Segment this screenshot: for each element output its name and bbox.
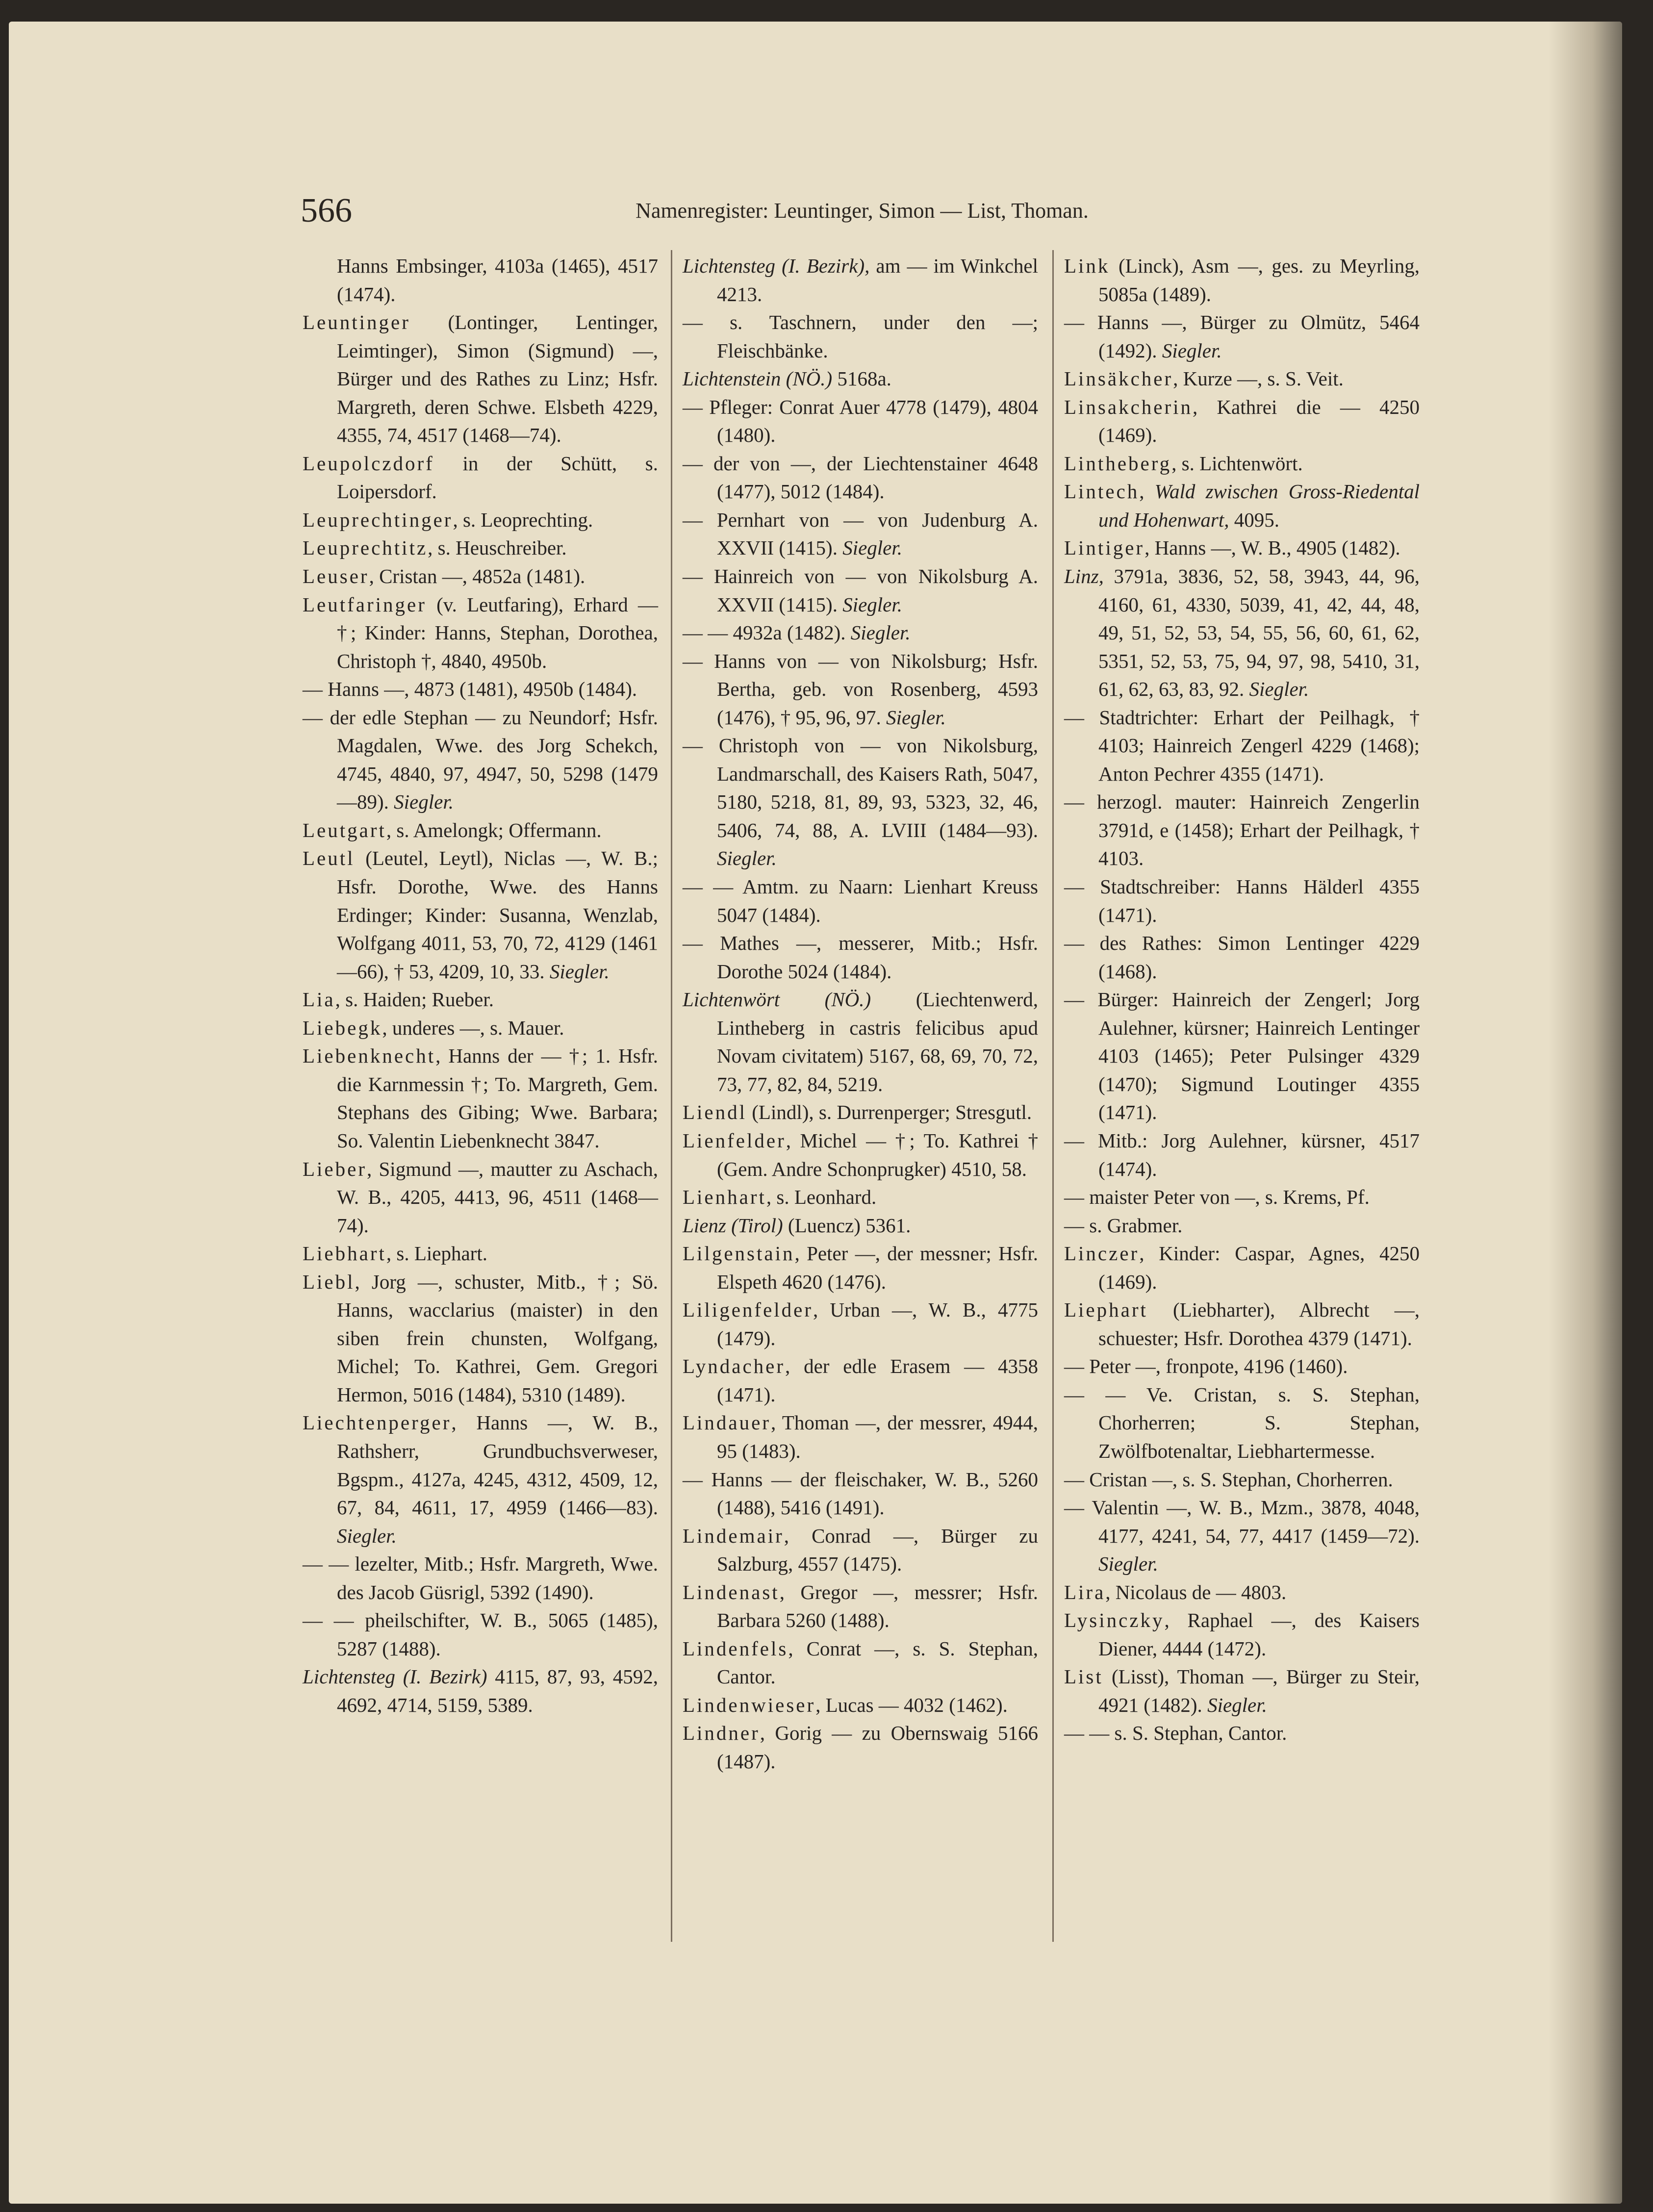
index-column-1 xyxy=(303,252,658,1719)
entry-it: Siegler. xyxy=(1098,1552,1158,1576)
index-entry xyxy=(683,873,1038,929)
entry-head: Leuprechtinger xyxy=(303,508,453,531)
entry-ihead: Linz, xyxy=(1064,565,1104,588)
index-entry xyxy=(303,450,658,506)
index-entry xyxy=(1064,478,1420,534)
index-entry xyxy=(683,1578,1038,1635)
entry-text: — Christoph von — von Nikolsburg, Landmarschall, des Kaisers Rath, 5047, 5180, 5218, 81, 89, 93, 5323, 32, 46, 5406, 74, 88, A. LVIII (1484—93). xyxy=(683,734,1038,841)
entry-text: , Kathrei die — 4250 (1469). xyxy=(1098,395,1420,447)
entry-text: , Thoman —, der messrer, 4944, 95 (1483). xyxy=(717,1411,1038,1462)
index-column-3 xyxy=(1064,252,1420,1748)
entry-head: Lindenast xyxy=(683,1580,780,1603)
entry-text: — herzogl. mauter: Hainreich Zengerlin 3791d, e (1458); Erhart der Peilhagk, † 4103. xyxy=(1064,790,1420,870)
entry-text: 3791a, 3836, 52, 58, 3943, 44, 96, 4160, 61, 4330, 5039, 41, 42, 44, 48, 49, 51, 52, 53, 54, 55, 56, 60, 61, 62, 5351, 52, 53, 75, 94, 97, 98, 5410, 31, 61, 62, 63, 83, 92. xyxy=(1098,565,1420,701)
index-entry xyxy=(1064,1663,1420,1719)
entry-text: , s. Amelongk; Offermann. xyxy=(386,818,602,841)
index-entry xyxy=(683,986,1038,1098)
index-entry xyxy=(303,252,658,308)
entry-text: , der edle Erasem — 4358 (1471). xyxy=(717,1355,1038,1406)
entry-text: — Pfleger: Conrat Auer 4778 (1479), 4804 (1480). xyxy=(683,395,1038,447)
entry-head: Liebenknecht xyxy=(303,1044,436,1068)
entry-head: Liebl xyxy=(303,1270,355,1293)
index-entry xyxy=(1064,534,1420,562)
entry-head: Liebhart xyxy=(303,1242,386,1265)
index-entry xyxy=(683,252,1038,308)
index-entry xyxy=(683,1466,1038,1522)
index-entry xyxy=(303,562,658,591)
entry-it: Siegler. xyxy=(1244,678,1309,701)
entry-text: , underes —, s. Mauer. xyxy=(382,1016,564,1039)
index-entry xyxy=(1064,1296,1420,1352)
index-entry xyxy=(683,1098,1038,1127)
entry-text: — maister Peter von —, s. Krems, Pf. xyxy=(1064,1186,1370,1209)
index-entry xyxy=(303,1042,658,1155)
index-entry xyxy=(683,1212,1038,1240)
index-entry xyxy=(303,986,658,1014)
entry-it: Siegler. xyxy=(837,593,903,616)
entry-it: Siegler. xyxy=(1157,339,1222,362)
index-entry xyxy=(683,929,1038,986)
entry-tail: 4095. xyxy=(1229,508,1279,531)
index-entry xyxy=(683,1522,1038,1578)
entry-text: am — im Winkchel 4213. xyxy=(717,254,1038,305)
index-entry xyxy=(683,1719,1038,1776)
entry-head: Lienfelder xyxy=(683,1129,786,1152)
index-entry xyxy=(1064,1381,1420,1466)
entry-text: (Lontinger, Lentinger, Leimtinger), Simon (Sigmund) —, Bürger und des Rathes zu Linz; Hsfr. Margreth, deren Schwe. Elsbeth 4229, 4355, 74, 4517 (1468—74). xyxy=(337,311,658,447)
entry-text: , xyxy=(1139,480,1155,503)
entry-text: — s. Grabmer. xyxy=(1064,1214,1183,1237)
entry-it: Siegler. xyxy=(544,960,610,983)
index-entry xyxy=(1064,1240,1420,1296)
index-entry xyxy=(1064,365,1420,393)
index-entry xyxy=(303,591,658,676)
entry-text: — Stadtrichter: Erhart der Peilhagk, † 4103; Hainreich Zengerl 4229 (1468); Anton Pechrer 4355 (1471). xyxy=(1064,706,1420,785)
entry-text: , Conrat —, s. S. Stephan, Cantor. xyxy=(717,1637,1038,1688)
entry-head: Lintiger xyxy=(1064,536,1145,559)
entry-text: , Nicolaus de — 4803. xyxy=(1105,1580,1287,1603)
index-entry xyxy=(303,1550,658,1606)
index-entry xyxy=(303,675,658,704)
entry-text: , Gregor —, messrer; Hsfr. Barbara 5260 (1488). xyxy=(717,1580,1038,1632)
index-entry xyxy=(1064,788,1420,873)
page-header xyxy=(301,192,1424,229)
entry-text: — Cristan —, s. S. Stephan, Chorherren. xyxy=(1064,1468,1393,1491)
index-entry xyxy=(303,1240,658,1268)
index-entry xyxy=(1064,1352,1420,1381)
entry-ihead: Lichtensteg (I. Bezirk) xyxy=(303,1665,487,1688)
entry-text: — Mitb.: Jorg Aulehner, kürsner, 4517 (1474). xyxy=(1064,1129,1420,1180)
page-spine-shadow xyxy=(1549,22,1622,2204)
entry-head: Liechtenperger xyxy=(303,1411,452,1434)
entry-text: , s. Lichtenwört. xyxy=(1171,452,1303,475)
entry-text: (Luencz) 5361. xyxy=(783,1214,911,1237)
index-entry xyxy=(683,1240,1038,1296)
entry-it: Siegler. xyxy=(845,621,911,644)
index-entry xyxy=(303,308,658,450)
index-entry xyxy=(303,1268,658,1409)
entry-text: , s. Heuschreiber. xyxy=(428,536,567,559)
index-entry xyxy=(683,506,1038,562)
index-entry xyxy=(1064,873,1420,929)
entry-text: — des Rathes: Simon Lentinger 4229 (1468). xyxy=(1064,932,1420,983)
entry-head: Leutfaringer xyxy=(303,593,427,616)
index-entry xyxy=(683,1409,1038,1465)
entry-head: Leupolczdorf xyxy=(303,452,434,475)
entry-head: Leutl xyxy=(303,847,355,870)
index-entry xyxy=(303,1606,658,1663)
entry-head: Lira xyxy=(1064,1580,1106,1603)
entry-text: (v. Leutfaring), Erhard — †; Kinder: Hanns, Stephan, Dorothea, Christoph †, 4840, 4950b. xyxy=(337,593,658,672)
entry-it: Siegler. xyxy=(837,536,903,559)
entry-ihead: Lichtensteg (I. Bezirk), xyxy=(683,254,870,277)
index-entry xyxy=(683,450,1038,506)
entry-text: (Lindl), s. Durrenperger; Stresgutl. xyxy=(747,1101,1032,1124)
entry-text: , Cristan —, 4852a (1481). xyxy=(369,565,585,588)
entry-head: Lindauer xyxy=(683,1411,771,1434)
index-entry xyxy=(303,1663,658,1719)
column-rule xyxy=(671,250,672,1942)
running-title: Namenregister: Leuntinger, Simon — List, Thoman. xyxy=(636,199,1089,223)
entry-text: — Hanns — der fleischaker, W. B., 5260 (1488), 5416 (1491). xyxy=(683,1468,1038,1519)
index-entry xyxy=(683,619,1038,647)
entry-head: Leuntinger xyxy=(303,311,410,334)
index-entry xyxy=(1064,393,1420,450)
entry-text: — Hanns —, 4873 (1481), 4950b (1484). xyxy=(303,678,637,701)
entry-text: , Kinder: Caspar, Agnes, 4250 (1469). xyxy=(1098,1242,1420,1293)
entry-head: Leutgart xyxy=(303,818,386,841)
entry-head: Liligenfelder xyxy=(683,1298,814,1322)
entry-text: (Linck), Asm —, ges. zu Meyrling, 5085a (1489). xyxy=(1098,254,1420,305)
index-entry xyxy=(1064,1494,1420,1578)
entry-text: (Leutel, Leytl), Niclas —, W. B.; Hsfr. Dorothe, Wwe. des Hanns Erdinger; Kinder: Susanna, Wenzlab, Wolfgang 4011, 53, 70, 72, 4129 (1461—66), † 53, 4209, 10, 33. xyxy=(337,847,658,983)
entry-head: Lindner xyxy=(683,1722,760,1745)
entry-text: — — 4932a (1482). xyxy=(683,621,846,644)
entry-head: Linczer xyxy=(1064,1242,1140,1265)
entry-text: (Liechtenwerd, Lintheberg in castris felicibus apud Novam civitatem) 5167, 68, 69, 70, 72, 73, 77, 82, 84, 5219. xyxy=(717,988,1038,1095)
index-entry xyxy=(1064,1466,1420,1494)
entry-it: Siegler. xyxy=(388,790,454,814)
index-entry xyxy=(1064,986,1420,1127)
entry-text: , Gorig — zu Obernswaig 5166 (1487). xyxy=(717,1722,1038,1773)
index-entry xyxy=(1064,1719,1420,1748)
index-entry xyxy=(683,365,1038,393)
page-number: 566 xyxy=(301,192,352,229)
index-entry xyxy=(303,816,658,845)
entry-head: Linsäkcher xyxy=(1064,367,1173,390)
entry-text: — Peter —, fronpote, 4196 (1460). xyxy=(1064,1355,1348,1378)
index-entry xyxy=(1064,252,1420,308)
entry-text: — der von —, der Liechtenstainer 4648 (1477), 5012 (1484). xyxy=(683,452,1038,503)
entry-head: List xyxy=(1064,1665,1103,1688)
index-entry xyxy=(1064,704,1420,788)
entry-text: — — s. S. Stephan, Cantor. xyxy=(1064,1722,1287,1745)
index-entry xyxy=(683,1635,1038,1691)
index-entry xyxy=(1064,929,1420,986)
index-entry xyxy=(1064,1212,1420,1240)
entry-text: — Bürger: Hainreich der Zengerl; Jorg Aulehner, kürsner; Hainreich Lentinger 4103 (1465); Peter Pulsinger 4329 (1470); Sigmund Loutinger 4355 (1471). xyxy=(1064,988,1420,1124)
entry-head: Liebegk xyxy=(303,1016,382,1039)
index-entry xyxy=(1064,1127,1420,1183)
entry-text: — Pernhart von — von Judenburg A. XXVII (1415). xyxy=(683,508,1038,559)
entry-text: in der Schütt, s. Loipersdorf. xyxy=(337,452,658,503)
entry-text: — — pheilschifter, W. B., 5065 (1485), 5287 (1488). xyxy=(303,1609,658,1660)
index-entry xyxy=(303,704,658,816)
entry-head: Leuser xyxy=(303,565,369,588)
entry-text: — s. Taschnern, under den —; Fleischbänke. xyxy=(683,311,1038,362)
index-entry xyxy=(1064,450,1420,478)
entry-head: Lindemair xyxy=(683,1524,784,1547)
index-entry xyxy=(683,393,1038,450)
entry-head: Linsakcherin xyxy=(1064,395,1193,418)
entry-head: Liendl xyxy=(683,1101,747,1124)
index-column-2 xyxy=(683,252,1038,1776)
entry-head: Lysinczky xyxy=(1064,1609,1165,1632)
entry-text: , Conrad —, Bürger zu Salzburg, 4557 (1475). xyxy=(717,1524,1038,1576)
entry-text: — — Amtm. zu Naarn: Lienhart Kreuss 5047 (1484). xyxy=(683,875,1038,926)
entry-text: , s. Leonhard. xyxy=(766,1186,877,1209)
index-entry xyxy=(683,1352,1038,1409)
entry-text: , Urban —, W. B., 4775 (1479). xyxy=(717,1298,1038,1349)
index-entry xyxy=(1064,308,1420,365)
index-entry xyxy=(683,732,1038,873)
index-entry xyxy=(303,844,658,986)
entry-head: Lintech xyxy=(1064,480,1140,503)
entry-text: , Michel — †; To. Kathrei † (Gem. Andre Schonprugker) 4510, 58. xyxy=(717,1129,1038,1180)
entry-text: (Liebharter), Albrecht —, schuester; Hsfr. Dorothea 4379 (1471). xyxy=(1098,1298,1420,1349)
index-entry xyxy=(683,1691,1038,1720)
entry-text: , s. Leoprechting. xyxy=(453,508,593,531)
entry-text: , Hanns der — †; 1. Hsfr. die Karnmessin †; To. Margreth, Gem. Stephans des Gibing; Wwe. Barbara; So. Valentin Liebenknecht 3847. xyxy=(337,1044,658,1152)
index-entry xyxy=(683,647,1038,732)
entry-text: (Lisst), Thoman —, Bürger zu Steir, 4921 (1482). xyxy=(1098,1665,1420,1716)
entry-it: Siegler. xyxy=(1202,1693,1267,1716)
index-entry xyxy=(683,1127,1038,1183)
index-entry xyxy=(1064,1606,1420,1663)
entry-head: Link xyxy=(1064,254,1110,277)
entry-text: , s. Liephart. xyxy=(386,1242,487,1265)
entry-text: , Hanns —, W. B., 4905 (1482). xyxy=(1144,536,1400,559)
index-entry xyxy=(303,506,658,534)
entry-head: Liephart xyxy=(1064,1298,1148,1322)
index-entry xyxy=(1064,1183,1420,1212)
entry-head: Lindenwieser xyxy=(683,1693,816,1716)
index-entry xyxy=(303,1014,658,1042)
entry-it: Wald zwischen Gross-Riedental und Hohenwart, xyxy=(1098,480,1420,531)
entry-text: — Hainreich von — von Nikolsburg A. XXVII (1415). xyxy=(683,565,1038,616)
entry-text: , Lucas — 4032 (1462). xyxy=(815,1693,1008,1716)
entry-text: , s. Haiden; Rueber. xyxy=(335,988,494,1011)
entry-text: — der edle Stephan — zu Neundorf; Hsfr. Magdalen, Wwe. des Jorg Schekch, 4745, 4840, 97, 4947, 50, 5298 (1479—89). xyxy=(303,706,658,814)
entry-head: Lia xyxy=(303,988,335,1011)
entry-head: Lienhart xyxy=(683,1186,766,1209)
entry-head: Lieber xyxy=(303,1157,367,1180)
index-entry xyxy=(683,1183,1038,1212)
column-rule xyxy=(1052,250,1054,1942)
entry-text: , Kurze —, s. S. Veit. xyxy=(1173,367,1344,390)
index-entry xyxy=(683,1296,1038,1352)
entry-text: — Hanns —, Bürger zu Olmütz, 5464 (1492). xyxy=(1064,311,1420,362)
entry-head: Lintheberg xyxy=(1064,452,1172,475)
entry-text: , Raphael —, des Kaisers Diener, 4444 (1472). xyxy=(1098,1609,1420,1660)
entry-head: Lindenfels xyxy=(683,1637,788,1660)
index-entry xyxy=(303,534,658,562)
entry-ihead: Lichtenwört (NÖ.) xyxy=(683,988,871,1011)
entry-text: — — lezelter, Mitb.; Hsfr. Margreth, Wwe. des Jacob Güsrigl, 5392 (1490). xyxy=(303,1552,658,1603)
entry-text: Hanns Embsinger, 4103a (1465), 4517 (1474). xyxy=(337,254,658,305)
entry-head: Leuprechtitz xyxy=(303,536,428,559)
index-entry xyxy=(683,308,1038,365)
entry-it: Siegler. xyxy=(717,847,777,870)
entry-text: , Hanns —, W. B., Rathsherr, Grundbuchsverweser, Bgspm., 4127a, 4245, 4312, 4509, 12, 67, 84, 4611, 17, 4959 (1466—83). xyxy=(337,1411,658,1519)
index-entry xyxy=(683,562,1038,619)
index-entry xyxy=(1064,1578,1420,1607)
entry-ihead: Lichtenstein (NÖ.) xyxy=(683,367,833,390)
entry-text: — Mathes —, messerer, Mitb.; Hsfr. Dorothe 5024 (1484). xyxy=(683,932,1038,983)
entry-text: 4115, 87, 93, 4592, 4692, 4714, 5159, 5389. xyxy=(337,1665,658,1716)
index-entry xyxy=(303,1409,658,1550)
entry-head: Lilgenstain xyxy=(683,1242,795,1265)
entry-text: , Sigmund —, mautter zu Aschach, W. B., 4205, 4413, 96, 4511 (1468—74). xyxy=(337,1157,658,1237)
entry-text: — Stadtschreiber: Hanns Hälderl 4355 (1471). xyxy=(1064,875,1420,926)
entry-text: — Valentin —, W. B., Mzm., 3878, 4048, 4177, 4241, 54, 77, 4417 (1459—72). xyxy=(1064,1496,1420,1547)
entry-it: Siegler. xyxy=(337,1524,397,1547)
entry-text: 5168a. xyxy=(832,367,891,390)
entry-ihead: Lienz (Tirol) xyxy=(683,1214,783,1237)
entry-text: , Jorg —, schuster, Mitb., †; Sö. Hanns, wacclarius (maister) in den siben frein chunsten, Wolfgang, Michel; To. Kathrei, Gem. Gregori Hermon, 5016 (1484), 5310 (1489). xyxy=(337,1270,658,1406)
entry-text: — — Ve. Cristan, s. S. Stephan, Chorherren; S. Stephan, Zwölfbotenaltar, Liebhartermesse. xyxy=(1064,1383,1420,1462)
entry-it: Siegler. xyxy=(881,706,946,729)
index-entry xyxy=(303,1155,658,1240)
entry-head: Lyndacher xyxy=(683,1355,786,1378)
entry-text: — Hanns von — von Nikolsburg; Hsfr. Bertha, geb. von Rosenberg, 4593 (1476), † 95, 96, 97. xyxy=(683,649,1038,729)
entry-text: , Peter —, der messner; Hsfr. Elspeth 4620 (1476). xyxy=(717,1242,1038,1293)
index-entry xyxy=(1064,562,1420,704)
